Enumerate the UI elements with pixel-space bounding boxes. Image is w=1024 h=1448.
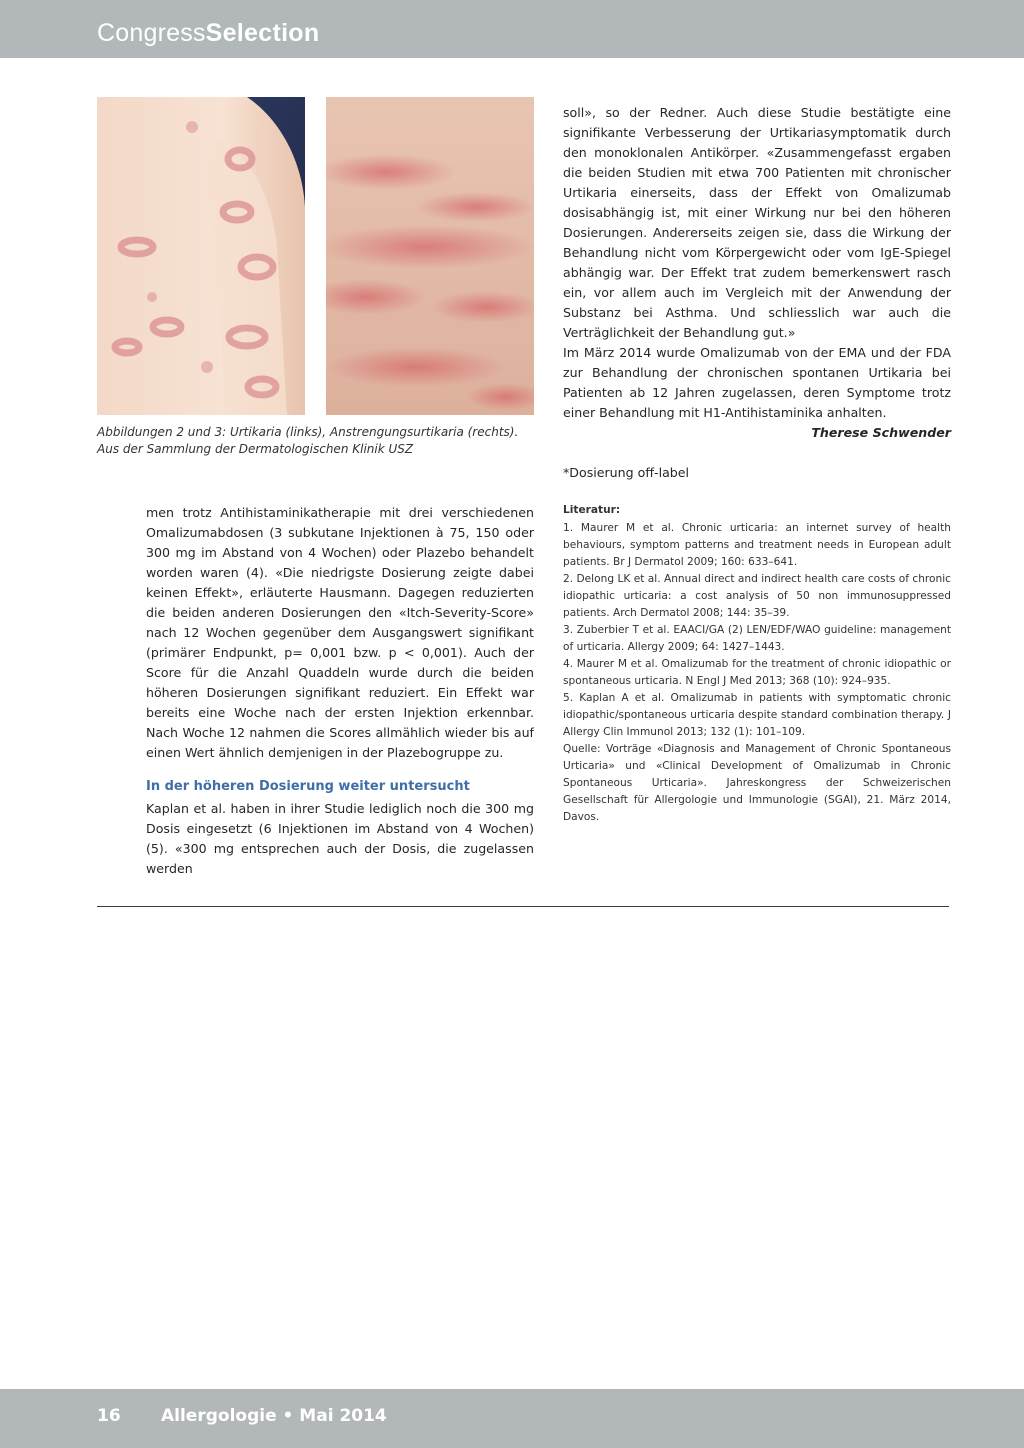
urticaria-skin-closeup-image <box>326 97 534 415</box>
footnote: *Dosierung off-label <box>563 465 690 480</box>
reference-item: 1. Maurer M et al. Chronic urticaria: an internet survey of health behaviours, symptom patterns and treatment needs in European adult patients. Br J Dermatol 2009; 160: 633–641. <box>563 522 951 568</box>
figure-exercise-urticaria-photo <box>326 97 534 415</box>
reference-item: 4. Maurer M et al. Omalizumab for the treatment of chronic idiopathic or spontaneous urticaria. N Engl J Med 2013; 368 (10): 924–935. <box>563 658 951 687</box>
urticaria-arm-image <box>97 97 305 415</box>
right-text-column <box>563 103 951 443</box>
right-paragraph-2: Im März 2014 wurde Omalizumab von der EMA und der FDA zur Behandlung der chronischen spontanen Urtikaria bei Patienten ab 12 Jahren zugelassen, deren Symptome trotz einer Behandlung mit H1-Antihistaminika anhalten. <box>563 345 951 420</box>
left-paragraph-1: men trotz Antihistaminikatherapie mit drei verschiedenen Omalizumabdosen (3 subkutane Injektionen à 75, 150 oder 300 mg im Abstand von 4 Wochen) oder Plazebo behandelt worden waren (4). «Die niedrigste Dosierung zeigte dabei keinen Effekt», erläuterte Hausmann. Dagegen reduzierten die beiden anderen Dosierungen den «Itch-Severity-Score» nach 12 Wochen gegenüber dem Ausgangswert signifikant (primärer Endpunkt, p= 0,001 bzw. p < 0,001). Auch der Score für die Anzahl Quaddeln wurde durch die beiden höheren Dosierungen signifikant reduziert. Ein Effekt war bereits eine Woche nach der ersten Injektion erkennbar. Nach Woche 12 nahmen die Scores allmählich wieder bis auf einen Wert ähnlich demjenigen in der Plazebogruppe zu. <box>146 505 534 760</box>
right-paragraph-1: soll», so der Redner. Auch diese Studie bestätigte eine signifikante Verbesserung der Urtikariasymptomatik durch den monoklonalen Antikörper. «Zusammengefasst ergaben die beiden Studien mit etwa 700 Patienten mit chronischer Urtikaria einerseits, dass der Effekt von Omalizumab dosisabhängig ist, mit einer Wirkung nur bei den höheren Dosierungen. Andererseits zeigen sie, dass die Wirkung der Behandlung nicht vom Körpergewicht oder vom IgE-Spiegel abhängig war. Der Effekt trat zudem bemerkenswert rasch ein, vor allem auch im Vergleich mit der Anwendung der Substanz bei Asthma. Und schliesslich war auch die Verträglichkeit der Behandlung gut.» <box>563 105 951 340</box>
reference-item: 3. Zuberbier T et al. EAACI/GA (2) LEN/EDF/WAO guideline: management of urticaria. Allergy 2009; 64: 1427–1443. <box>563 624 951 653</box>
caption-line-1: Abbildungen 2 und 3: Urtikaria (links), Anstrengungsurtikaria (rechts). <box>97 425 519 439</box>
author-name: Therese Schwender <box>811 425 951 440</box>
source-note: Quelle: Vorträge «Diagnosis and Management of Chronic Spontaneous Urticaria» und «Clinical Development of Omalizumab in Chronic Spontaneous Urticaria». Jahreskongress der Schweizerischen Gesellschaft für Allergologie und Immunologie (SGAI), 21. März 2014, Davos. <box>563 743 951 823</box>
brand-logo <box>97 17 319 49</box>
brand-light: Congress <box>97 19 206 47</box>
header-bar <box>0 0 1024 58</box>
section-subheading: In der höheren Dosierung weiter untersucht <box>146 779 470 794</box>
figure-urticaria-photo <box>97 97 305 415</box>
page-number: 16 <box>97 1406 121 1426</box>
reference-item: 2. Delong LK et al. Annual direct and indirect health care costs of chronic idiopathic urticaria: a cost analysis of 50 non immunosuppressed patients. Arch Dermatol 2008; 144: 35–39. <box>563 573 951 619</box>
brand-bold: Selection <box>205 19 320 47</box>
reference-item: 5. Kaplan A et al. Omalizumab in patients with symptomatic chronic idiopathic/spontaneous urticaria despite standard combination therapy. J Allergy Clin Immunol 2013; 132 (1): 101–109. <box>563 692 951 738</box>
horizontal-divider <box>97 906 949 907</box>
left-text-column <box>146 503 534 879</box>
figure-caption <box>97 424 537 458</box>
references-title: Literatur: <box>563 504 621 516</box>
journal-issue: Allergologie • Mai 2014 <box>161 1406 387 1426</box>
caption-line-2: Aus der Sammlung der Dermatologischen Klinik USZ <box>97 442 414 456</box>
footer-info <box>97 1404 387 1428</box>
left-paragraph-2: Kaplan et al. haben in ihrer Studie lediglich noch die 300 mg Dosis eingesetzt (6 Injektionen im Abstand von 4 Wochen) (5). «300 mg entsprechen auch der Dosis, die zugelassen werden <box>146 801 534 876</box>
references-section <box>563 502 951 826</box>
